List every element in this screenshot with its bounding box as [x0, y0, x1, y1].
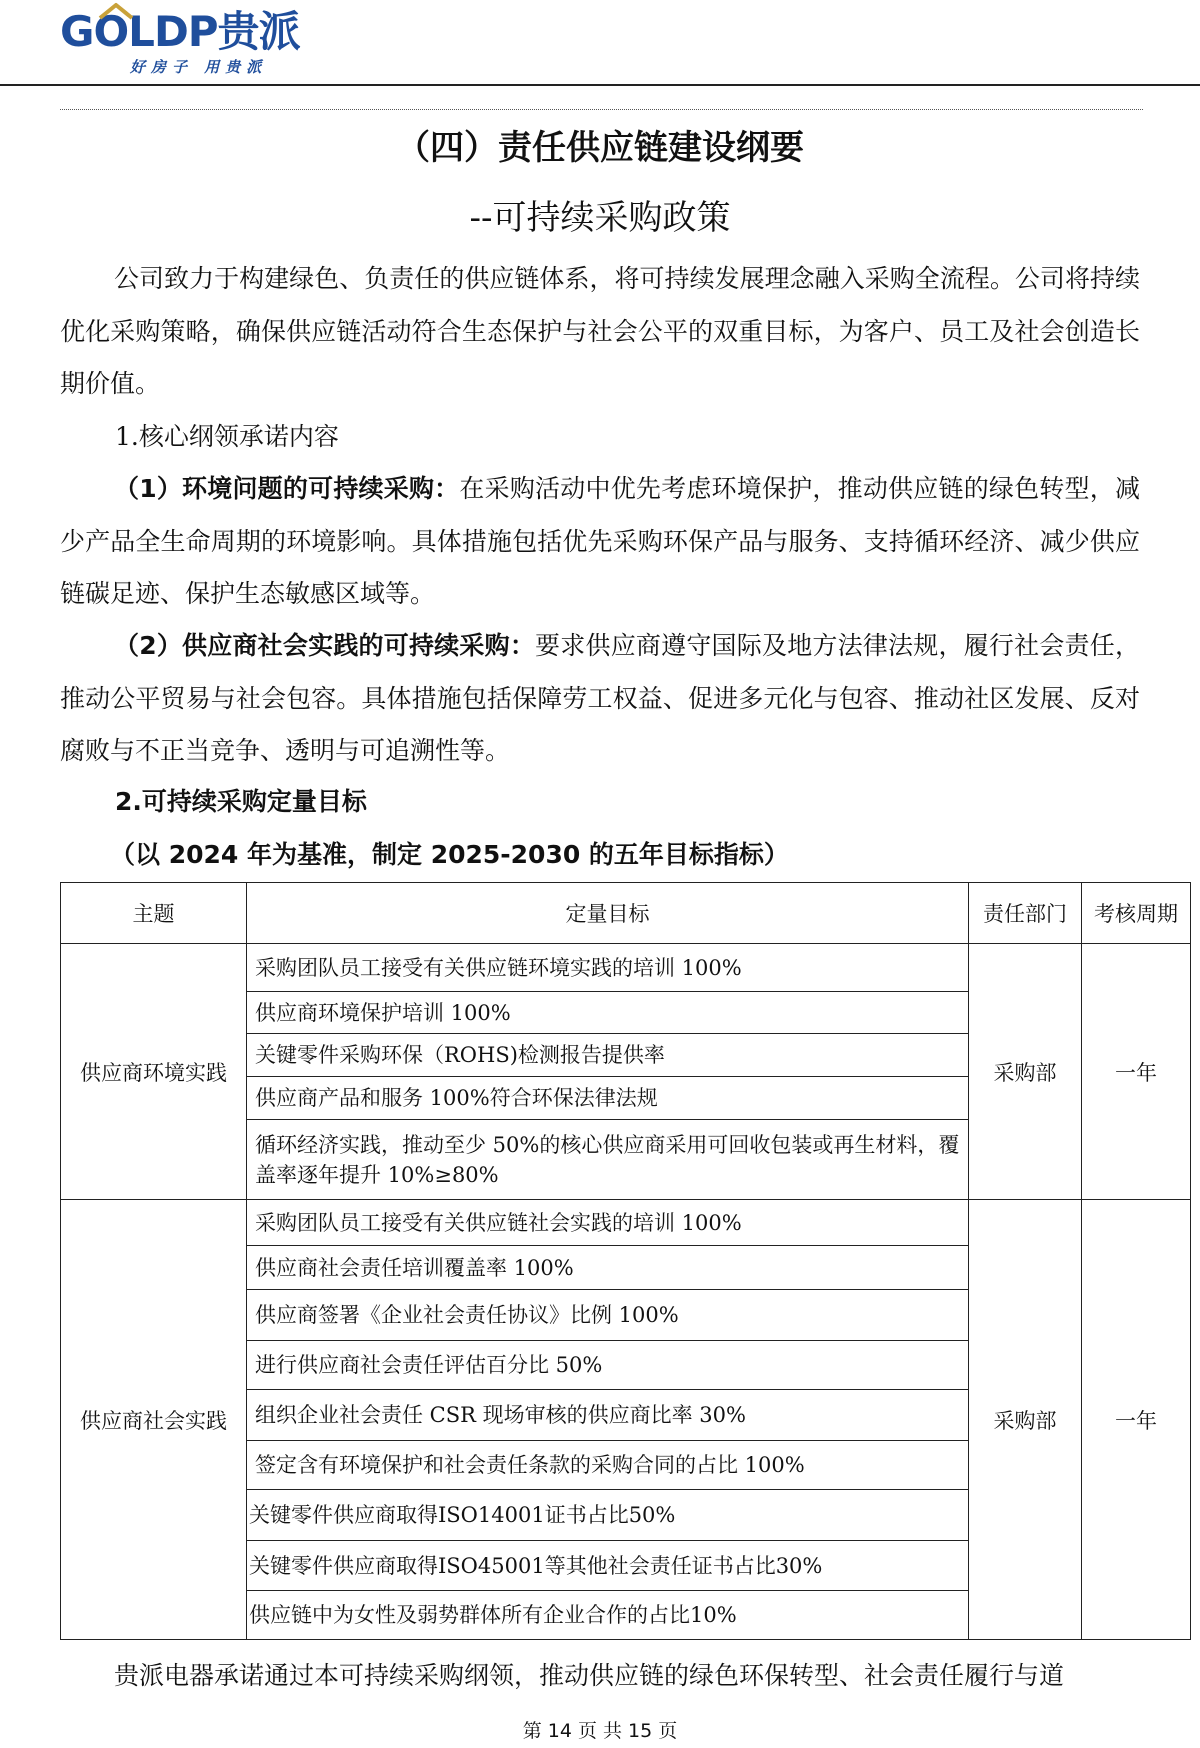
- logo-roof-icon: [98, 2, 134, 20]
- section1-heading: 1.核心纲领承诺内容: [115, 422, 339, 451]
- item1-paragraph: [60, 463, 1140, 621]
- section2-heading: 2.可持续采购定量目标: [115, 787, 367, 816]
- header-rule: [0, 84, 1200, 86]
- goal-cell: 采购团队员工接受有关供应链环境实践的培训 100%: [247, 944, 969, 992]
- goal-cell: 供应商签署《企业社会责任协议》比例 100%: [247, 1290, 969, 1341]
- item2-lead: （2）供应商社会实践的可持续采购：: [114, 631, 536, 660]
- targets-table: [60, 882, 1191, 1640]
- header-period: 考核周期: [1082, 883, 1191, 944]
- goal-cell: 循环经济实践，推动至少 50%的核心供应商采用可回收包装或再生材料，覆盖率逐年提升 10%≥80%: [247, 1120, 969, 1200]
- section-title: （四）责任供应链建设纲要: [396, 128, 804, 168]
- table-header-row: [61, 883, 1191, 944]
- theme-cell: 供应商社会实践: [61, 1200, 247, 1640]
- page-number: 第 14 页 共 15 页: [522, 1720, 678, 1742]
- header-targets: 定量目标: [247, 883, 969, 944]
- dotted-divider: [60, 109, 1143, 110]
- goal-cell: 采购团队员工接受有关供应链社会实践的培训 100%: [247, 1200, 969, 1246]
- company-logo: [60, 4, 300, 76]
- goal-cell: 关键零件供应商取得ISO14001证书占比50%: [247, 1490, 969, 1541]
- section-subtitle: --可持续采购政策: [469, 198, 731, 238]
- table-row: [61, 1200, 1191, 1246]
- header-theme: 主题: [61, 883, 247, 944]
- goal-cell: 供应商社会责任培训覆盖率 100%: [247, 1246, 969, 1290]
- goal-cell: 供应商产品和服务 100%符合环保法律法规: [247, 1077, 969, 1120]
- theme-cell: 供应商环境实践: [61, 944, 247, 1200]
- department-cell: 采购部: [969, 944, 1082, 1200]
- period-cell: 一年: [1082, 944, 1191, 1200]
- logo-brand-text: GOLDP贵派: [60, 7, 300, 56]
- page-header: [0, 0, 1200, 88]
- goal-cell: 供应链中为女性及弱势群体所有企业合作的占比10%: [247, 1591, 969, 1640]
- intro-paragraph: 公司致力于构建绿色、负责任的供应链体系，将可持续发展理念融入采购全流程。公司将持续优化采购策略，确保供应链活动符合生态保护与社会公平的双重目标，为客户、员工及社会创造长期价值。: [60, 264, 1140, 398]
- goal-cell: 进行供应商社会责任评估百分比 50%: [247, 1341, 969, 1390]
- item2-paragraph: [60, 620, 1140, 778]
- goal-cell: 供应商环境保护培训 100%: [247, 992, 969, 1034]
- goal-cell: 关键零件采购环保（ROHS)检测报告提供率: [247, 1034, 969, 1077]
- period-cell: 一年: [1082, 1200, 1191, 1640]
- header-department: 责任部门: [969, 883, 1082, 944]
- item1-text: 在采购活动中优先考虑环境保护，推动供应链的绿色转型，减少产品全生命周期的环境影响。具体措施包括优先采购环保产品与服务、支持循环经济、减少供应链碳足迹、保护生态敏感区域等。: [60, 474, 1140, 608]
- goal-cell: 签定含有环境保护和社会责任条款的采购合同的占比 100%: [247, 1441, 969, 1490]
- table-row: [61, 944, 1191, 992]
- item1-lead: （1）环境问题的可持续采购：: [114, 474, 460, 503]
- item2-text: 要求供应商遵守国际及地方法律法规，履行社会责任，推动公平贸易与社会包容。具体措施包括保障劳工权益、促进多元化与包容、推动社区发展、反对腐败与不正当竞争、透明与可追溯性等。: [60, 631, 1140, 765]
- department-cell: 采购部: [969, 1200, 1082, 1640]
- section2-note: （以 2024 年为基准，制定 2025-2030 的五年目标指标）: [110, 840, 789, 869]
- goal-cell: 关键零件供应商取得ISO45001等其他社会责任证书占比30%: [247, 1541, 969, 1591]
- goal-cell: 组织企业社会责任 CSR 现场审核的供应商比率 30%: [247, 1390, 969, 1441]
- logo-slogan: 好房子 用贵派: [130, 58, 268, 76]
- closing-paragraph: 贵派电器承诺通过本可持续采购纲领，推动供应链的绿色环保转型、社会责任履行与道: [114, 1661, 1065, 1690]
